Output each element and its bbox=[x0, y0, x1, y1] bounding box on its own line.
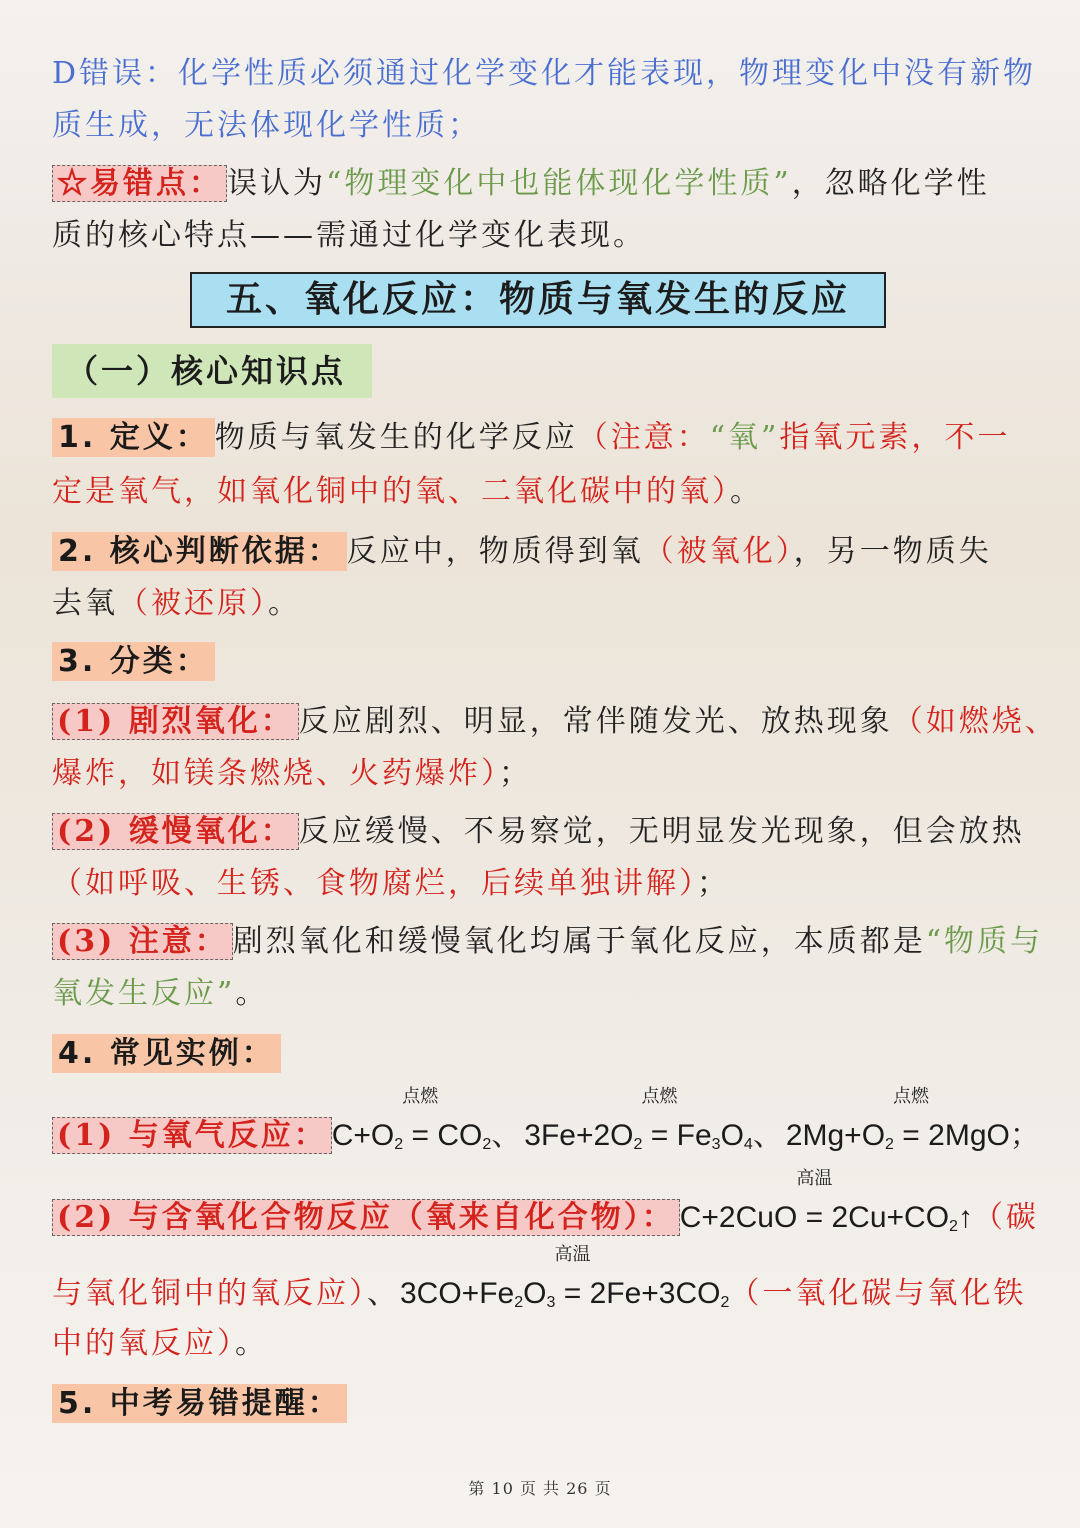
example-2-note: （碳 bbox=[972, 1200, 1039, 1235]
class-3-text: 剧烈氧化和缓慢氧化均属于氧化反应，本质都是 bbox=[232, 924, 926, 959]
class-1-line bbox=[52, 702, 1058, 742]
basis-end: 。 bbox=[268, 586, 301, 621]
equals-high-temp: 高温 = bbox=[554, 1244, 591, 1310]
basis-line bbox=[52, 532, 1032, 572]
equals-ignite: 点燃 = bbox=[641, 1086, 678, 1152]
class-2-line bbox=[52, 812, 1032, 852]
definition-note-3: 定是氧气，如氧化铜中的氧、二氧化碳中的氧） bbox=[52, 474, 730, 509]
class-3-line-2 bbox=[52, 974, 1032, 1014]
definition-text: 物质与氧发生的化学反应 bbox=[214, 420, 578, 455]
equation-carbon-copper-oxide: C+2CuO 高温 = $2Cu+CO_2↑$ bbox=[680, 1201, 973, 1234]
definition-note: （注意： bbox=[577, 420, 710, 455]
class-2-line-2 bbox=[52, 864, 1032, 904]
examples-line bbox=[52, 1034, 1032, 1074]
d-error-line-1: D错误：化学性质必须通过化学变化才能表现，物理变化中没有新物 bbox=[52, 56, 1037, 91]
class-1-label: (1) 剧烈氧化： bbox=[52, 703, 299, 740]
d-error-line-2: 质生成，无法体现化学性质； bbox=[52, 108, 481, 143]
class-1-line-2 bbox=[52, 754, 1032, 794]
basis-text: 反应中，物质得到氧 bbox=[346, 534, 644, 569]
basis-text-2: ，另一物质失 bbox=[793, 534, 992, 569]
easy-error-line bbox=[52, 164, 1032, 204]
definition-line bbox=[52, 418, 1032, 458]
reminder-label: 5. 中考易错提醒： bbox=[52, 1384, 347, 1423]
class-3-quote-2: 氧发生反应” bbox=[52, 976, 236, 1011]
section-title: 五、氧化反应：物质与氧发生的反应 bbox=[190, 272, 886, 328]
example-1-label: (1) 与氧气反应： bbox=[52, 1117, 332, 1154]
example-2-note-2: 与氧化铜中的氧反应） bbox=[52, 1276, 367, 1311]
class-2-example: （如呼吸、生锈、食物腐烂，后续单独讲解） bbox=[52, 866, 697, 901]
equation-carbon-oxygen: $C+O_2$ 点燃 = $CO_2$ bbox=[332, 1119, 492, 1152]
equals-high-temp: 高温 = bbox=[796, 1168, 833, 1234]
example-2-note-3: （一氧化碳与氧化铁 bbox=[729, 1276, 1027, 1311]
equation-magnesium-oxygen: $2Mg+O_2$ 点燃 = 2MgO bbox=[786, 1119, 1010, 1152]
class-3-quote: “物质与 bbox=[925, 924, 1044, 959]
equals-ignite: 点燃 = bbox=[402, 1086, 439, 1152]
example-2-end: 。 bbox=[235, 1326, 268, 1361]
page-number: 第 10 页 共 26 页 bbox=[468, 1479, 612, 1498]
definition-line-2 bbox=[52, 472, 1032, 512]
definition-label: 1. 定义： bbox=[52, 418, 215, 457]
class-3-end: 。 bbox=[235, 976, 269, 1011]
basis-text-3: 去氧 bbox=[52, 586, 118, 621]
easy-error-quote: “物理变化中也能体现化学性质” bbox=[326, 166, 792, 201]
definition-note-2: 指氧元素，不一 bbox=[779, 420, 1011, 455]
reminder-line bbox=[52, 1384, 1032, 1424]
example-2-label: (2) 与含氧化合物反应（氧来自化合物）： bbox=[52, 1199, 680, 1236]
examples-label: 4. 常见实例： bbox=[52, 1034, 281, 1073]
example-2-line bbox=[52, 1168, 1039, 1247]
equation-iron-oxygen: $3Fe+2O_2$ 点燃 = $Fe_3O_4$ bbox=[524, 1119, 753, 1152]
equals-ignite: 点燃 = bbox=[893, 1086, 930, 1152]
class-label: 3. 分类： bbox=[52, 642, 215, 681]
basis-label: 2. 核心判断依据： bbox=[52, 532, 347, 571]
class-1-text: 反应剧烈、明显，常伴随发光、放热现象 bbox=[298, 704, 893, 739]
basis-reduced: （被还原） bbox=[118, 586, 268, 621]
sub-title: （一）核心知识点 bbox=[52, 344, 372, 398]
easy-error-text-2: ，忽略化学性 bbox=[791, 166, 990, 201]
class-1-example-2: 爆炸，如镁条燃烧、火药爆炸） bbox=[52, 756, 499, 791]
class-1-end: ； bbox=[499, 756, 532, 791]
class-3-label: (3) 注意： bbox=[52, 923, 233, 960]
definition-end: 。 bbox=[730, 474, 763, 509]
class-2-end: ； bbox=[697, 866, 730, 901]
easy-error-label: ☆易错点： bbox=[52, 165, 227, 202]
class-3-line bbox=[52, 922, 1044, 962]
example-2-line-2 bbox=[52, 1244, 1027, 1323]
basis-line-2 bbox=[52, 584, 1032, 624]
class-2-label: (2) 缓慢氧化： bbox=[52, 813, 299, 850]
equation-co-iron-oxide: $3CO+Fe_2O_3$ 高温 = $2Fe+3CO_2$ bbox=[400, 1277, 729, 1310]
basis-oxidized: （被氧化） bbox=[643, 534, 794, 569]
example-1-line: (1) 与氧气反应： $C+O_2$ 点燃 = $CO_2$、$3Fe+2O_2$ 点燃 = $Fe_3O_4$、$2Mg+O_2$ 点燃 = 2MgO； bbox=[52, 1116, 1043, 1165]
easy-error-text: 误认为 bbox=[227, 166, 326, 201]
example-2-note-4: 中的氧反应） bbox=[52, 1326, 235, 1361]
example-2-separator: 、 bbox=[367, 1276, 400, 1311]
example-2-line-3 bbox=[52, 1324, 1032, 1364]
easy-error-line-2: 质的核心特点——需通过化学变化表现。 bbox=[52, 218, 646, 253]
class-2-text: 反应缓慢、不易察觉，无明显发光现象，但会放热 bbox=[298, 814, 1025, 849]
class-line bbox=[52, 642, 1032, 682]
class-1-example: （如燃烧、 bbox=[892, 704, 1058, 739]
definition-note-quote: “氧” bbox=[709, 420, 780, 455]
